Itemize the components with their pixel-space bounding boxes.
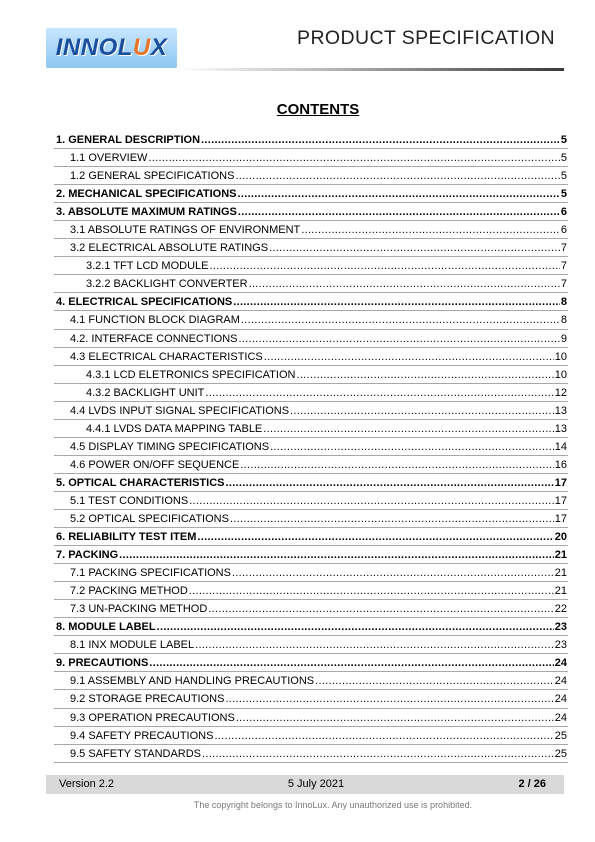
toc-entry-label: 4.3.1 LCD ELETRONICS SPECIFICATION	[86, 368, 296, 381]
toc-entry-page: 5	[560, 134, 567, 146]
toc-dot-leader	[214, 727, 553, 745]
toc-entry-label: 3.1 ABSOLUTE RATINGS OF ENVIRONMENT	[70, 224, 301, 237]
toc-dot-leader	[232, 564, 554, 582]
toc-dot-leader	[233, 293, 560, 311]
toc-dot-leader	[249, 275, 560, 293]
toc-entry-page: 6	[560, 224, 567, 237]
toc-dot-leader	[296, 366, 553, 384]
toc-entry[interactable]	[54, 727, 568, 745]
toc-entry-page: 24	[554, 693, 567, 706]
footer-version: Version 2.2	[59, 778, 115, 790]
toc-entry-page: 12	[554, 386, 567, 399]
toc-entry-page: 17	[554, 476, 567, 489]
toc-entry-label: 2. MECHANICAL SPECIFICATIONS	[56, 188, 237, 201]
toc-dot-leader	[201, 131, 560, 149]
toc-entry[interactable]	[54, 528, 568, 546]
toc-dot-leader	[208, 600, 553, 618]
toc-dot-leader	[225, 474, 553, 492]
toc-dot-leader	[148, 149, 559, 167]
toc-entry-label: 6. RELIABILITY TEST ITEM	[56, 531, 197, 544]
toc-entry-page: 17	[554, 494, 567, 507]
toc-entry-page: 25	[554, 729, 567, 742]
toc-entry[interactable]	[54, 384, 568, 402]
document-title: PRODUCT SPECIFICATION	[297, 27, 555, 49]
toc-entry-page: 7	[560, 278, 567, 291]
toc-entry-label: 3. ABSOLUTE MAXIMUM RATINGS	[56, 206, 237, 219]
toc-entry-page: 10	[554, 368, 567, 381]
toc-dot-leader	[157, 618, 554, 636]
toc-entry-page: 20	[554, 531, 567, 544]
toc-entry-page: 23	[554, 639, 567, 652]
toc-entry[interactable]	[54, 600, 568, 618]
toc-entry-page: 5	[560, 188, 567, 201]
toc-dot-leader	[236, 709, 554, 727]
toc-dot-leader	[301, 221, 560, 239]
toc-entry[interactable]	[54, 131, 568, 149]
toc-entry-label: 8. MODULE LABEL	[56, 621, 156, 634]
innolux-logo	[46, 28, 177, 68]
toc-dot-leader	[235, 167, 559, 185]
footer-date: 5 July 2021	[287, 778, 345, 790]
toc-entry-page: 16	[554, 458, 567, 471]
toc-entry-page: 8	[560, 314, 567, 327]
toc-entry-label: 9.4 SAFETY PRECAUTIONS	[70, 729, 214, 742]
toc-dot-leader	[195, 636, 554, 654]
toc-entry-page: 24	[554, 675, 567, 688]
toc-entry-label: 8.1 INX MODULE LABEL	[70, 639, 195, 652]
toc-entry-label: 4.5 DISPLAY TIMING SPECIFICATIONS	[70, 440, 270, 453]
toc-entry-label: 9.5 SAFETY STANDARDS	[70, 747, 202, 760]
toc-entry[interactable]	[54, 564, 568, 582]
toc-entry-label: 1. GENERAL DESCRIPTION	[56, 134, 201, 146]
toc-dot-leader	[189, 492, 554, 510]
header-divider	[180, 68, 564, 71]
toc-entry[interactable]	[54, 546, 568, 564]
toc-entry-page: 5	[560, 170, 567, 183]
toc-entry-label: 7. PACKING	[56, 549, 119, 562]
toc-entry-page: 23	[554, 621, 567, 634]
toc-dot-leader	[238, 185, 560, 203]
toc-entry-label: 1.1 OVERVIEW	[70, 152, 148, 165]
toc-entry-page: 14	[554, 440, 567, 453]
toc-dot-leader	[240, 456, 553, 474]
toc-dot-leader	[119, 546, 554, 564]
toc-entry[interactable]	[54, 654, 568, 672]
toc-entry-page: 24	[554, 657, 567, 670]
toc-entry-label: 4.3 ELECTRICAL CHARACTERISTICS	[70, 350, 263, 363]
toc-entry-label: 5.1 TEST CONDITIONS	[70, 494, 189, 507]
toc-dot-leader	[269, 239, 560, 257]
toc-entry[interactable]	[54, 492, 568, 510]
toc-entry[interactable]	[54, 330, 568, 348]
toc-entry[interactable]	[54, 149, 568, 167]
toc-entry-label: 7.2 PACKING METHOD	[70, 585, 188, 598]
toc-dot-leader	[209, 257, 559, 275]
toc-entry[interactable]	[54, 221, 568, 239]
toc-entry-page: 8	[560, 296, 567, 309]
toc-dot-leader	[197, 528, 553, 546]
toc-entry-page: 7	[560, 242, 567, 255]
toc-entry-label: 3.2.1 TFT LCD MODULE	[86, 260, 209, 273]
toc-entry-page: 6	[560, 206, 567, 219]
toc-entry[interactable]	[54, 618, 568, 636]
footer-page-number: 2 / 26	[518, 778, 546, 790]
toc-entry-label: 4. ELECTRICAL SPECIFICATIONS	[56, 296, 233, 309]
toc-entry-label: 7.3 UN-PACKING METHOD	[70, 603, 208, 616]
toc-entry-label: 4.3.2 BACKLIGHT UNIT	[86, 386, 205, 399]
toc-entry-label: 4.4 LVDS INPUT SIGNAL SPECIFICATIONS	[70, 404, 290, 417]
toc-entry[interactable]	[54, 745, 568, 763]
toc-dot-leader	[264, 348, 554, 366]
toc-entry[interactable]	[54, 582, 568, 600]
toc-entry-label: 3.2.2 BACKLIGHT CONVERTER	[86, 278, 248, 291]
contents-heading: CONTENTS	[276, 101, 360, 118]
toc-entry[interactable]	[54, 167, 568, 185]
toc-dot-leader	[189, 582, 554, 600]
toc-entry-label: 5.2 OPTICAL SPECIFICATIONS	[70, 512, 229, 525]
toc-entry-label: 1.2 GENERAL SPECIFICATIONS	[70, 170, 235, 183]
toc-dot-leader	[290, 402, 554, 420]
toc-dot-leader	[205, 384, 553, 402]
toc-entry[interactable]	[54, 257, 568, 275]
toc-entry-page: 13	[554, 422, 567, 435]
toc-dot-leader	[238, 330, 559, 348]
toc-entry-label: 9. PRECAUTIONS	[56, 657, 149, 670]
toc-entry-page: 24	[554, 711, 567, 724]
toc-dot-leader	[241, 311, 560, 329]
logo-wordmark: INNOLUX	[55, 34, 168, 61]
toc-entry-label: 9.3 OPERATION PRECAUTIONS	[70, 711, 235, 724]
toc-entry-page: 17	[554, 512, 567, 525]
toc-entry[interactable]	[54, 709, 568, 727]
toc-dot-leader	[202, 745, 554, 763]
toc-entry[interactable]	[54, 239, 568, 257]
toc-entry-label: 3.2 ELECTRICAL ABSOLUTE RATINGS	[70, 242, 269, 255]
toc-entry-page: 9	[560, 332, 567, 345]
toc-entry-label: 9.2 STORAGE PRECAUTIONS	[70, 693, 225, 706]
table-of-contents	[54, 131, 568, 763]
toc-entry-page: 7	[560, 260, 567, 273]
toc-dot-leader	[230, 510, 554, 528]
toc-dot-leader	[315, 672, 554, 690]
toc-entry-page: 25	[554, 747, 567, 760]
footer-bar	[46, 775, 564, 794]
toc-entry[interactable]	[54, 690, 568, 708]
toc-entry[interactable]	[54, 275, 568, 293]
toc-entry-page: 5	[560, 152, 567, 165]
toc-entry[interactable]	[54, 348, 568, 366]
toc-entry-page: 21	[554, 549, 567, 562]
toc-entry[interactable]	[54, 311, 568, 329]
toc-entry[interactable]	[54, 402, 568, 420]
toc-entry-page: 22	[554, 603, 567, 616]
toc-entry[interactable]	[54, 474, 568, 492]
toc-dot-leader	[225, 690, 553, 708]
toc-entry-label: 7.1 PACKING SPECIFICATIONS	[70, 567, 231, 580]
toc-entry-label: 5. OPTICAL CHARACTERISTICS	[56, 476, 225, 489]
toc-dot-leader	[263, 420, 553, 438]
toc-entry-label: 4.4.1 LVDS DATA MAPPING TABLE	[86, 422, 263, 435]
toc-entry-page: 13	[554, 404, 567, 417]
toc-entry[interactable]	[54, 456, 568, 474]
toc-entry[interactable]	[54, 420, 568, 438]
toc-entry-label: 9.1 ASSEMBLY AND HANDLING PRECAUTIONS	[70, 675, 315, 688]
toc-dot-leader	[270, 438, 554, 456]
toc-entry[interactable]	[54, 672, 568, 690]
toc-entry-label: 4.6 POWER ON/OFF SEQUENCE	[70, 458, 240, 471]
toc-entry-page: 10	[554, 350, 567, 363]
toc-entry-page: 21	[554, 567, 567, 580]
toc-entry-label: 4.1 FUNCTION BLOCK DIAGRAM	[70, 314, 240, 327]
toc-entry[interactable]	[54, 185, 568, 203]
toc-dot-leader	[238, 203, 560, 221]
toc-entry[interactable]	[54, 293, 568, 311]
toc-entry[interactable]	[54, 366, 568, 384]
toc-entry[interactable]	[54, 438, 568, 456]
toc-dot-leader	[149, 654, 553, 672]
toc-entry[interactable]	[54, 510, 568, 528]
toc-entry[interactable]	[54, 636, 568, 654]
toc-entry-label: 4.2. INTERFACE CONNECTIONS	[70, 332, 238, 345]
toc-entry[interactable]	[54, 203, 568, 221]
toc-entry-page: 21	[554, 585, 567, 598]
copyright-notice: The copyright belongs to InnoLux. Any unauthorized use is prohibited.	[193, 800, 473, 810]
